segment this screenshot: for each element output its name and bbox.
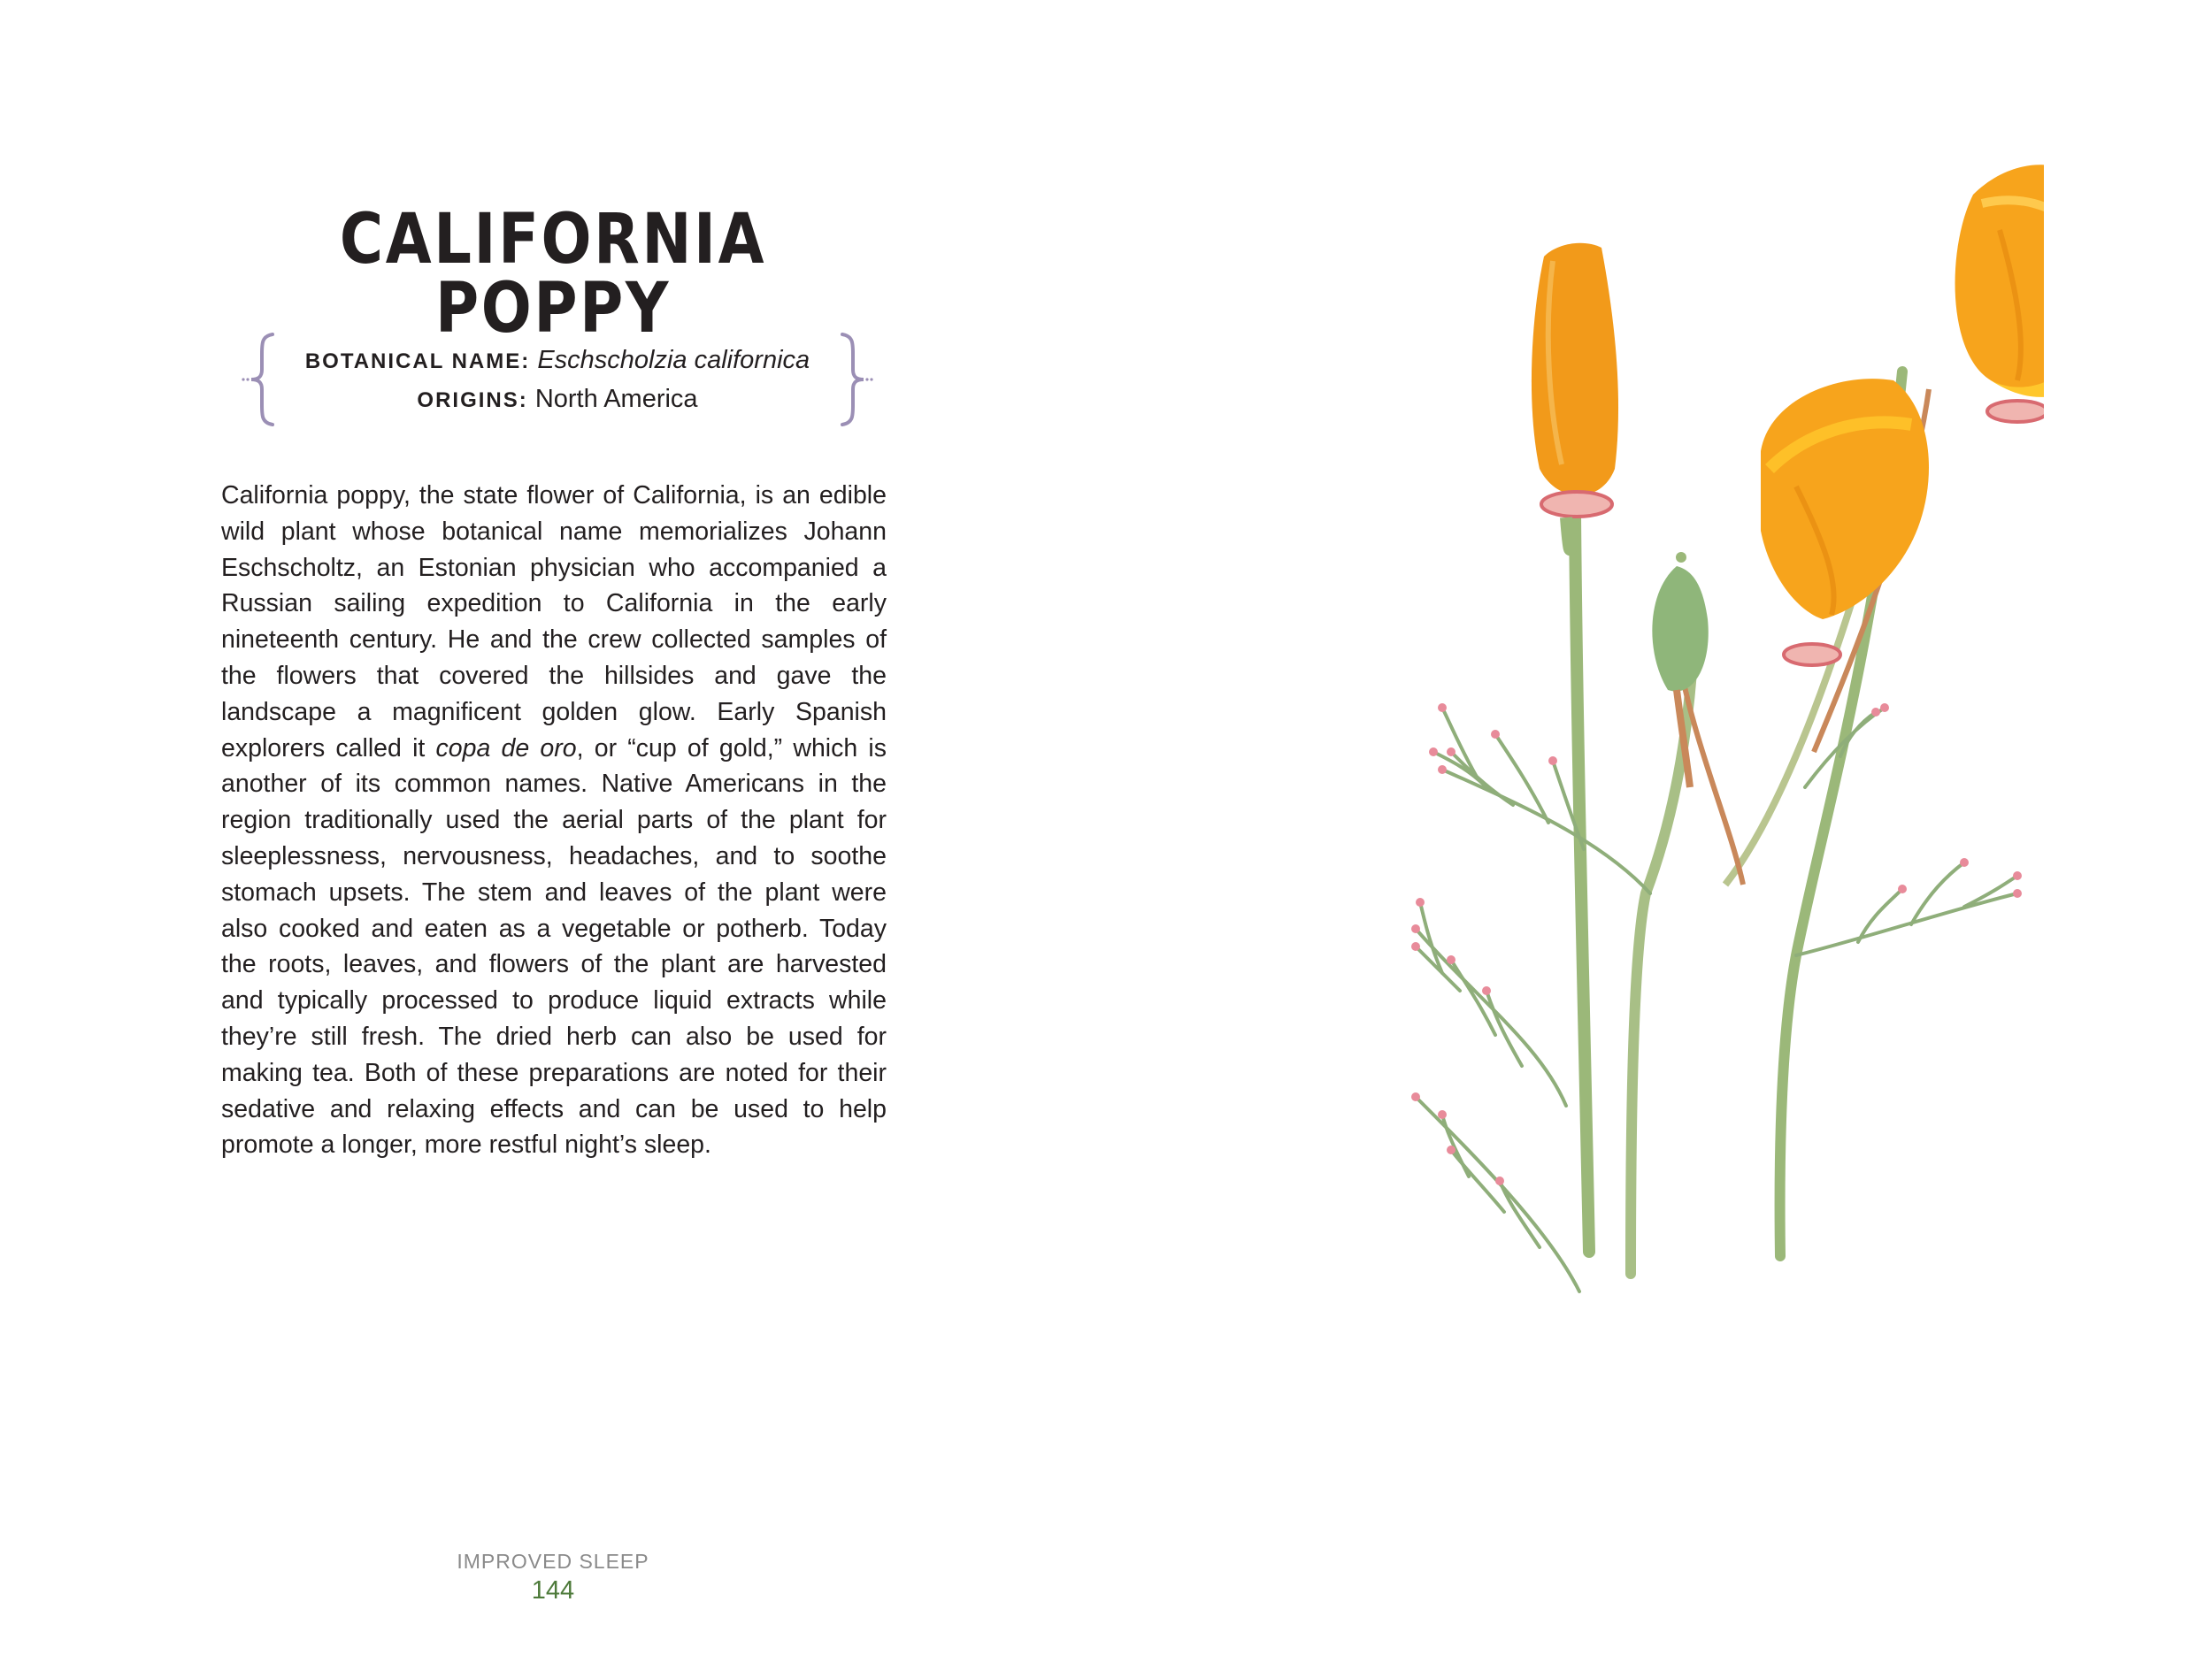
body-paragraph bbox=[221, 478, 887, 1163]
body-text-part1: California poppy, the state flower of California, is an edible wild plant whose botanical name memorializes Johann Eschscholtz, an Estonian physician who accompanied a Russian sailing expedition to California in the early nineteenth century. He and the crew collected samples of the flowers that covered the hillsides and gave the landscape a magnificent golden glow. Early Spanish explorers called it bbox=[221, 481, 887, 763]
botanical-name-value: Eschscholzia californica bbox=[537, 346, 810, 374]
body-text-italic: copa de oro bbox=[435, 733, 577, 763]
page-footer bbox=[407, 1548, 699, 1606]
page-title: CALIFORNIA POPPY bbox=[339, 200, 767, 349]
botanical-name-label: BOTANICAL NAME: bbox=[304, 349, 531, 373]
right-brace-icon bbox=[823, 331, 876, 428]
page-number: 144 bbox=[531, 1576, 575, 1605]
left-brace-icon bbox=[239, 331, 292, 428]
origins-label: ORIGINS: bbox=[417, 388, 528, 412]
footer-section-title: IMPROVED SLEEP bbox=[457, 1550, 649, 1573]
plant-meta-lines bbox=[292, 341, 823, 419]
botanical-name-line bbox=[292, 341, 823, 380]
california-poppy-illustration-icon bbox=[1380, 115, 2044, 1530]
plant-meta-box bbox=[239, 331, 876, 428]
body-text-part2: , or “cup of gold,” which is another of its common names. Native Americans in the region traditionally used the aerial parts of the plant for sleeplessness, nervousness, headaches, and to soothe stomach upsets. The stem and leaves of the plant were also cooked and eaten as a vegetable or potherb. Today the roots, leaves, and flowers of the plant are harvested and typically processed to produce liquid extracts while they’re still fresh. The dried herb can also be used for making tea. Both of these preparations are noted for their sedative and relaxing effects and can be used to help promote a longer, more restful night’s sleep. bbox=[221, 733, 887, 1160]
origins-line bbox=[292, 380, 823, 419]
origins-value: North America bbox=[534, 385, 698, 413]
right-page bbox=[1106, 0, 2212, 1663]
